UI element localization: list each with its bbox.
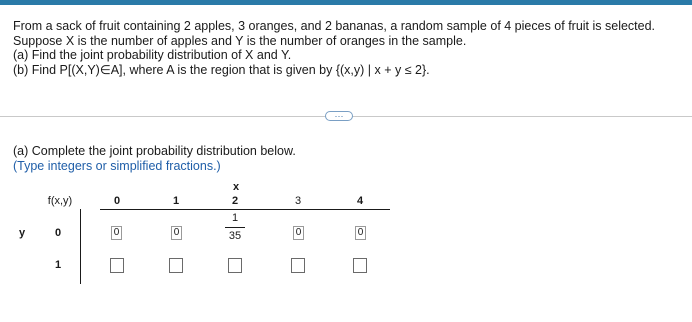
y-header-0: 0 [54,227,62,239]
input-x4-y1[interactable] [353,258,367,273]
part-a-instruction: (a) Complete the joint probability distribution below. [13,144,296,158]
cell-x4-y0: 0 [355,226,366,240]
part-a-hint: (Type integers or simplified fractions.) [13,159,221,173]
top-accent-bar [0,0,692,5]
corner-label: f(x,y) [47,195,73,207]
x-axis-label: x [232,181,240,193]
fraction-numerator: 1 [231,212,239,224]
x-header-1: 1 [172,195,180,207]
fraction-bar [225,227,245,228]
cell-x0-y0: 0 [111,226,122,240]
input-x2-y1[interactable] [228,258,242,273]
cell-x2-y0-fraction [224,212,246,243]
x-header-4: 4 [356,195,364,207]
input-x3-y1[interactable] [291,258,305,273]
problem-line-1: From a sack of fruit containing 2 apples, 3 oranges, and 2 bananas, a random sample of 4 pieces of fruit is selected. [13,19,656,33]
input-x0-y1[interactable] [110,258,124,273]
y-axis-label: y [18,227,26,239]
x-header-0: 0 [113,195,121,207]
problem-line-4: (b) Find P[(X,Y)∈A], where A is the region that is given by {(x,y) | x + y ≤ 2}. [13,62,430,77]
problem-line-2: Suppose X is the number of apples and Y is the number of oranges in the sample. [13,33,467,48]
x-header-3: 3 [294,195,302,207]
input-x1-y1[interactable] [169,258,183,273]
y-header-1: 1 [54,259,62,271]
fraction-denominator: 35 [228,230,242,242]
x-header-2: 2 [231,195,239,207]
problem-line-3: (a) Find the joint probability distribution of X and Y. [13,48,292,63]
part-a-instructions [13,144,296,174]
table-header-rule [100,209,390,210]
table-y-rule [80,209,81,284]
cell-x3-y0: 0 [293,226,304,240]
problem-statement [13,19,683,77]
expand-more-button[interactable]: ··· [325,111,353,121]
cell-x1-y0: 0 [171,226,182,240]
